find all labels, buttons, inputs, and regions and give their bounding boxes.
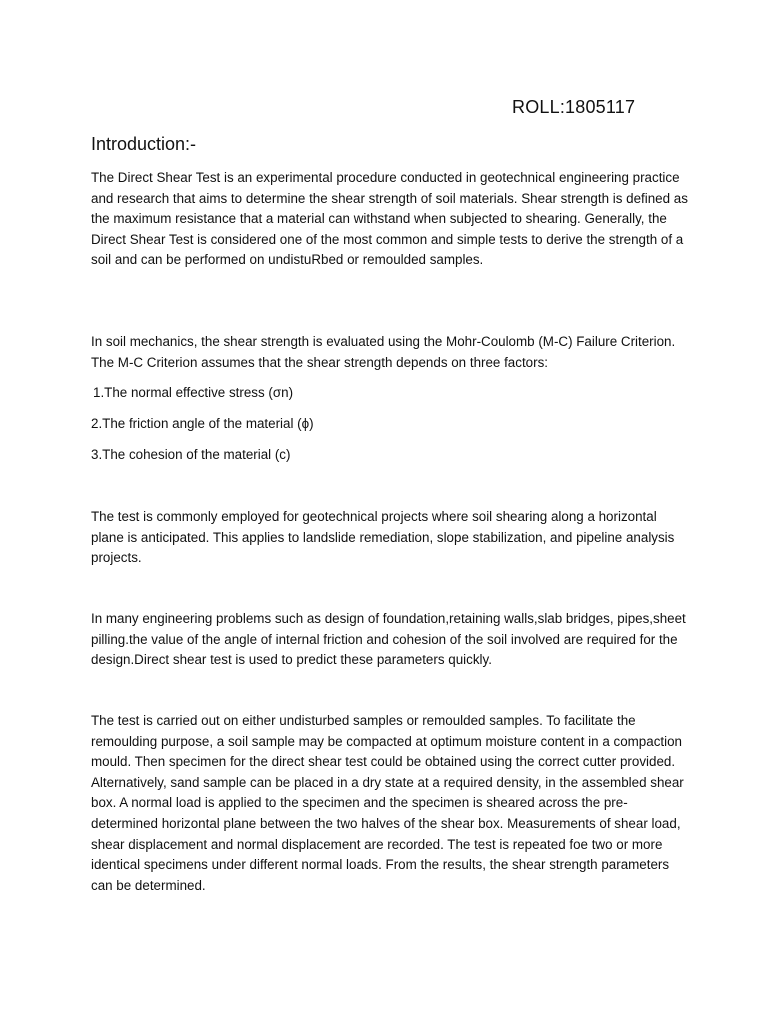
section-heading: Introduction:- bbox=[91, 134, 197, 154]
roll-number: ROLL:1805117 bbox=[512, 97, 636, 117]
paragraph-test-procedure: The test is carried out on either undisturbed samples or remoulded samples. To facilitate the remoulding purpose, a soil sample may be compacted at optimum moisture content in a compaction mould. Then specimen for the direct shear test could be obtained using the correct cutter provided. Alternatively, sand sample can be placed in a dry state at a required density, in the assembled shear box. A normal load is applied to the specimen and the specimen is sheared across the pre-determined horizontal plane between the two halves of the shear box. Measurements of shear load, shear displacement and normal displacement are recorded. The test is repeated foe two or more identical specimens under different normal loads. From the results, the shear strength parameters can be determined. bbox=[91, 713, 684, 893]
factor-item-cohesion: 3.The cohesion of the material (c) bbox=[91, 447, 291, 462]
paragraph-engineering-problems: In many engineering problems such as design of foundation,retaining walls,slab bridges, pipes,sheet pilling.the value of the angle of internal friction and cohesion of the soil involved are required for the design.Direct shear test is used to predict these parameters quickly. bbox=[91, 611, 686, 668]
factor-item-friction-angle: 2.The friction angle of the material (ϕ) bbox=[91, 416, 314, 431]
paragraph-mohr-coulomb: In soil mechanics, the shear strength is evaluated using the Mohr-Coulomb (M-C) Failure Criterion. The M-C Criterion assumes that the shear strength depends on three factors: bbox=[91, 334, 676, 370]
paragraph-applications: The test is commonly employed for geotechnical projects where soil shearing along a horizontal plane is anticipated. This applies to landslide remediation, slope stabilization, and pipeline analysis projects. bbox=[91, 509, 675, 566]
factor-item-normal-stress: 1.The normal effective stress (σn) bbox=[93, 385, 294, 400]
paragraph-intro: The Direct Shear Test is an experimental procedure conducted in geotechnical engineering practice and research that aims to determine the shear strength of soil materials. Shear strength is defined as the maximum resistance that a material can withstand when subjected to shearing. Generally, the Direct Shear Test is considered one of the most common and simple tests to derive the strength of a soil and can be performed on undistuRbed or remoulded samples. bbox=[91, 170, 688, 268]
